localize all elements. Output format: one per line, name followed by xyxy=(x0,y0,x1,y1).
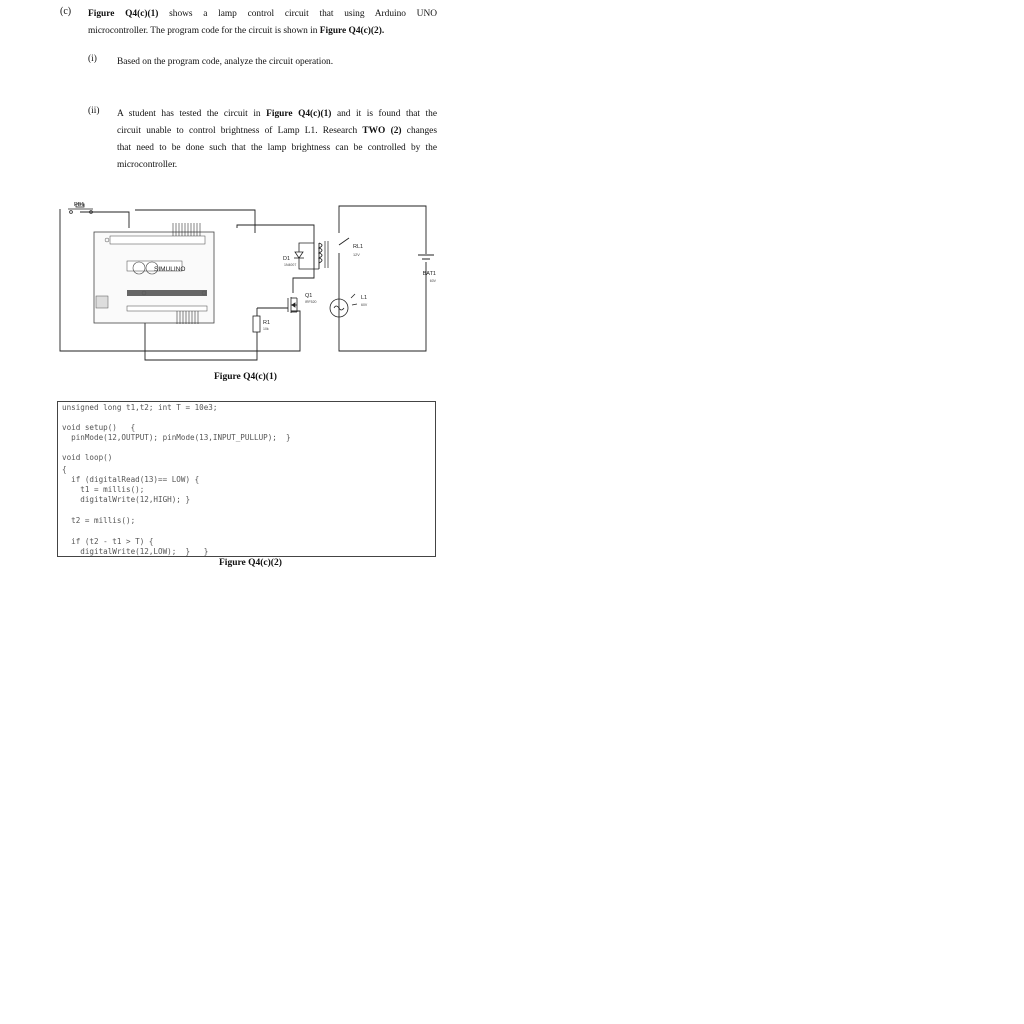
lamp-label: L1 xyxy=(361,295,368,301)
wire-board-to-relay xyxy=(237,225,314,238)
mosfet-label: Q1 xyxy=(305,293,313,299)
wire-pb1-to-board xyxy=(80,212,129,228)
battery-label: BAT1 xyxy=(422,271,436,277)
code-line: unsigned long t1,t2; int T = 10e3; xyxy=(62,403,218,412)
diode-part: 1N4007 xyxy=(284,263,297,267)
lamp-l1 xyxy=(330,294,357,317)
resistor-value: 10k xyxy=(263,327,269,331)
fig1-reference: Figure Q4(c)(1) xyxy=(88,9,159,19)
arduino-board xyxy=(94,223,214,324)
sub-ii-line2b: changes xyxy=(401,126,437,136)
figure1-caption: Figure Q4(c)(1) xyxy=(214,372,277,382)
code-line: { xyxy=(62,465,67,474)
fig2-reference: Figure Q4(c)(2). xyxy=(319,26,385,36)
sub-ii-line2a: circuit unable to control brightness of Lamp L1. Research xyxy=(117,126,363,136)
code-line: t1 = millis(); xyxy=(62,485,145,494)
sub-i-text: Based on the program code, analyze the circuit operation. xyxy=(117,57,334,67)
mosfet-part: IRF520 xyxy=(305,300,317,304)
resistor-r1 xyxy=(253,316,260,332)
wire-top-to-board xyxy=(135,210,255,233)
code-line: if (t2 - t1 > T) { xyxy=(62,537,154,546)
figure2-caption: Figure Q4(c)(2) xyxy=(219,558,282,568)
intro-line1: shows a lamp control circuit that using Arduino UNO xyxy=(158,9,437,19)
code-line: pinMode(12,OUTPUT); pinMode(13,INPUT_PULLUP); } xyxy=(62,433,291,442)
sub-ii-figure-ref: Figure Q4(c)(1) xyxy=(266,109,332,119)
code-listing xyxy=(57,401,436,557)
intro-line2: microcontroller. The program code for the circuit is shown in xyxy=(88,26,320,36)
wire-right-bottom xyxy=(339,253,426,351)
sub-i-number: (i) xyxy=(88,54,97,64)
diode-label: D1 xyxy=(283,256,291,262)
wire-gnd-r1 xyxy=(145,323,257,360)
sub-ii-line3: that need to be done such that the lamp brightness can be controlled by the xyxy=(117,143,437,153)
relay-contact xyxy=(339,238,349,245)
code-line: t2 = millis(); xyxy=(62,516,136,525)
relay-label: RL1 xyxy=(353,244,364,250)
question-label: (c) xyxy=(60,6,72,17)
sub-ii-number: (ii) xyxy=(88,106,100,116)
sub-ii-text xyxy=(117,106,437,174)
arduino-board-label: SIMULINO xyxy=(154,266,186,273)
relay-value: 12V xyxy=(353,253,360,257)
code-line: void setup() { xyxy=(62,423,136,432)
sub-ii-two-bold: TWO (2) xyxy=(362,126,402,136)
sub-ii-line1a: A student has tested the circuit in xyxy=(117,109,267,119)
sub-ii-line1b: and it is found that the xyxy=(331,109,438,119)
relay-coil xyxy=(319,241,328,268)
sub-ii-line4: microcontroller. xyxy=(117,160,178,170)
battery-bat1 xyxy=(418,255,434,259)
pb1-label: PB1 xyxy=(74,202,85,208)
lamp-value: 60V xyxy=(361,303,368,307)
code-line: digitalWrite(12,LOW); } } xyxy=(62,547,209,556)
circuit-diagram xyxy=(55,198,440,364)
battery-value: 60V xyxy=(429,279,436,283)
code-line: void loop() xyxy=(62,453,113,462)
diode-d1 xyxy=(294,243,319,269)
resistor-label: R1 xyxy=(263,320,271,326)
question-intro xyxy=(88,6,437,40)
code-line: if (digitalRead(13)== LOW) { xyxy=(62,475,200,484)
code-line: digitalWrite(12,HIGH); } xyxy=(62,495,191,504)
